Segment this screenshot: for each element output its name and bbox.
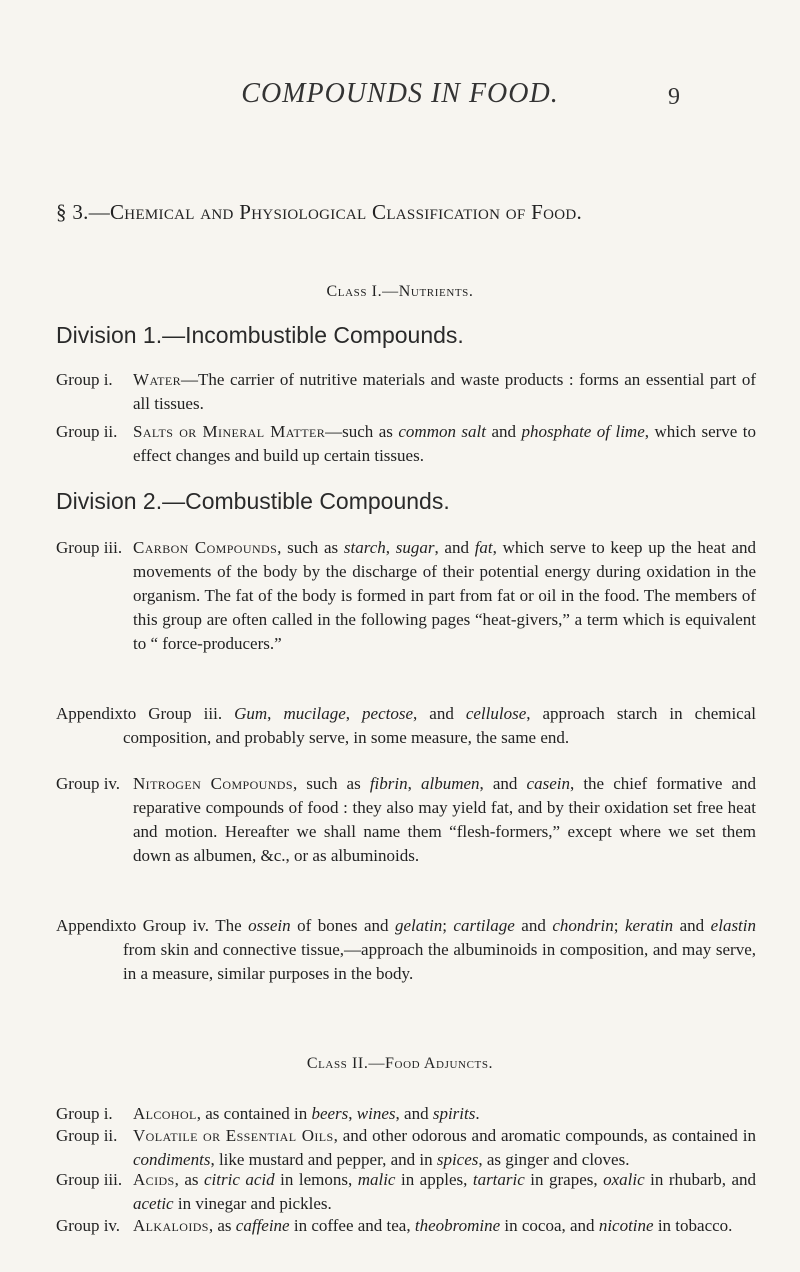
class1-group-iv [56,772,756,868]
appendix-text: to Group iii. Gum, mucilage, pectose, and cellulose, approach starch in chemical composition, and probably serve, in some measure, the same end. [123,704,756,747]
section-title: § 3.—Chemical and Physiological Classification of Food. [56,200,583,224]
group-label: Group iii. [56,1170,123,1189]
appendix-label: Appendix [56,916,124,935]
class-2-heading: Class II.—Food Adjuncts. [306,1055,494,1072]
class2-group-iii [56,1168,756,1216]
group-text: Carbon Compounds, such as starch, sugar, and fat, which serve to keep up the heat and movements of the body by the discharge of their potential energy during oxidation in the organism. The fat of the body is formed in part from fat or oil in the food. The members of this group are often called in the following pages “heat-givers,” a term which is equivalent to “ force-producers.” [133,538,757,653]
group-label: Group iv. [56,774,121,793]
class1-appendix-iii [56,702,756,750]
class1-group-iii [56,536,756,656]
group-text: Alcohol, as contained in beers, wines, and spirits. [133,1104,480,1123]
class2-group-i [56,1102,756,1126]
group-text: Alkaloids, as caffeine in coffee and tea, theobromine in cocoa, and nicotine in tobacco. [133,1216,733,1235]
group-text: Volatile or Essential Oils, and other odorous and aromatic compounds, as contained in condiments, like mustard and pepper, and in spices, as ginger and cloves. [133,1126,756,1169]
appendix-text: to Group iv. The ossein of bones and gelatin; cartilage and chondrin; keratin and elastin from skin and connective tissue,—approach the albuminoids in composition, and may serve, in a measure, similar purposes in the body. [123,916,757,983]
group-label: Group iii. [56,538,123,557]
division-2-heading: Division 2.—Combustible Compounds. [56,488,450,514]
class1-appendix-iv [56,914,756,986]
group-text: Acids, as citric acid in lemons, malic in apples, tartaric in grapes, oxalic in rhubarb, and acetic in vinegar and pickles. [133,1170,756,1213]
class-1-heading: Class I.—Nutrients. [326,283,474,300]
appendix-label: Appendix [56,704,124,723]
running-head: COMPOUNDS IN FOOD. [241,78,559,109]
group-text: Water—The carrier of nutritive materials and waste products : forms an essential part of all tissues. [133,370,756,413]
group-label: Group ii. [56,1126,118,1145]
class1-group-ii [56,420,756,468]
group-label: Group i. [56,370,113,389]
group-text: Nitrogen Compounds, such as fibrin, albumen, and casein, the chief formative and reparative compounds of food : they also may yield fat, and by their oxidation set free heat and motion. Hereafter we shall name them “flesh-formers,” except where we set them down as albumen, &c., or as albuminoids. [133,774,757,865]
class2-group-ii [56,1124,756,1172]
class2-group-iv [56,1214,756,1238]
page-number: 9 [668,84,680,110]
group-label: Group i. [56,1104,113,1123]
group-label: Group iv. [56,1216,121,1235]
group-text: Salts or Mineral Matter—such as common salt and phosphate of lime, which serve to effect changes and build up certain tissues. [133,422,756,465]
class1-group-i [56,368,756,416]
group-label: Group ii. [56,422,118,441]
division-1-heading: Division 1.—Incombustible Compounds. [56,322,464,348]
